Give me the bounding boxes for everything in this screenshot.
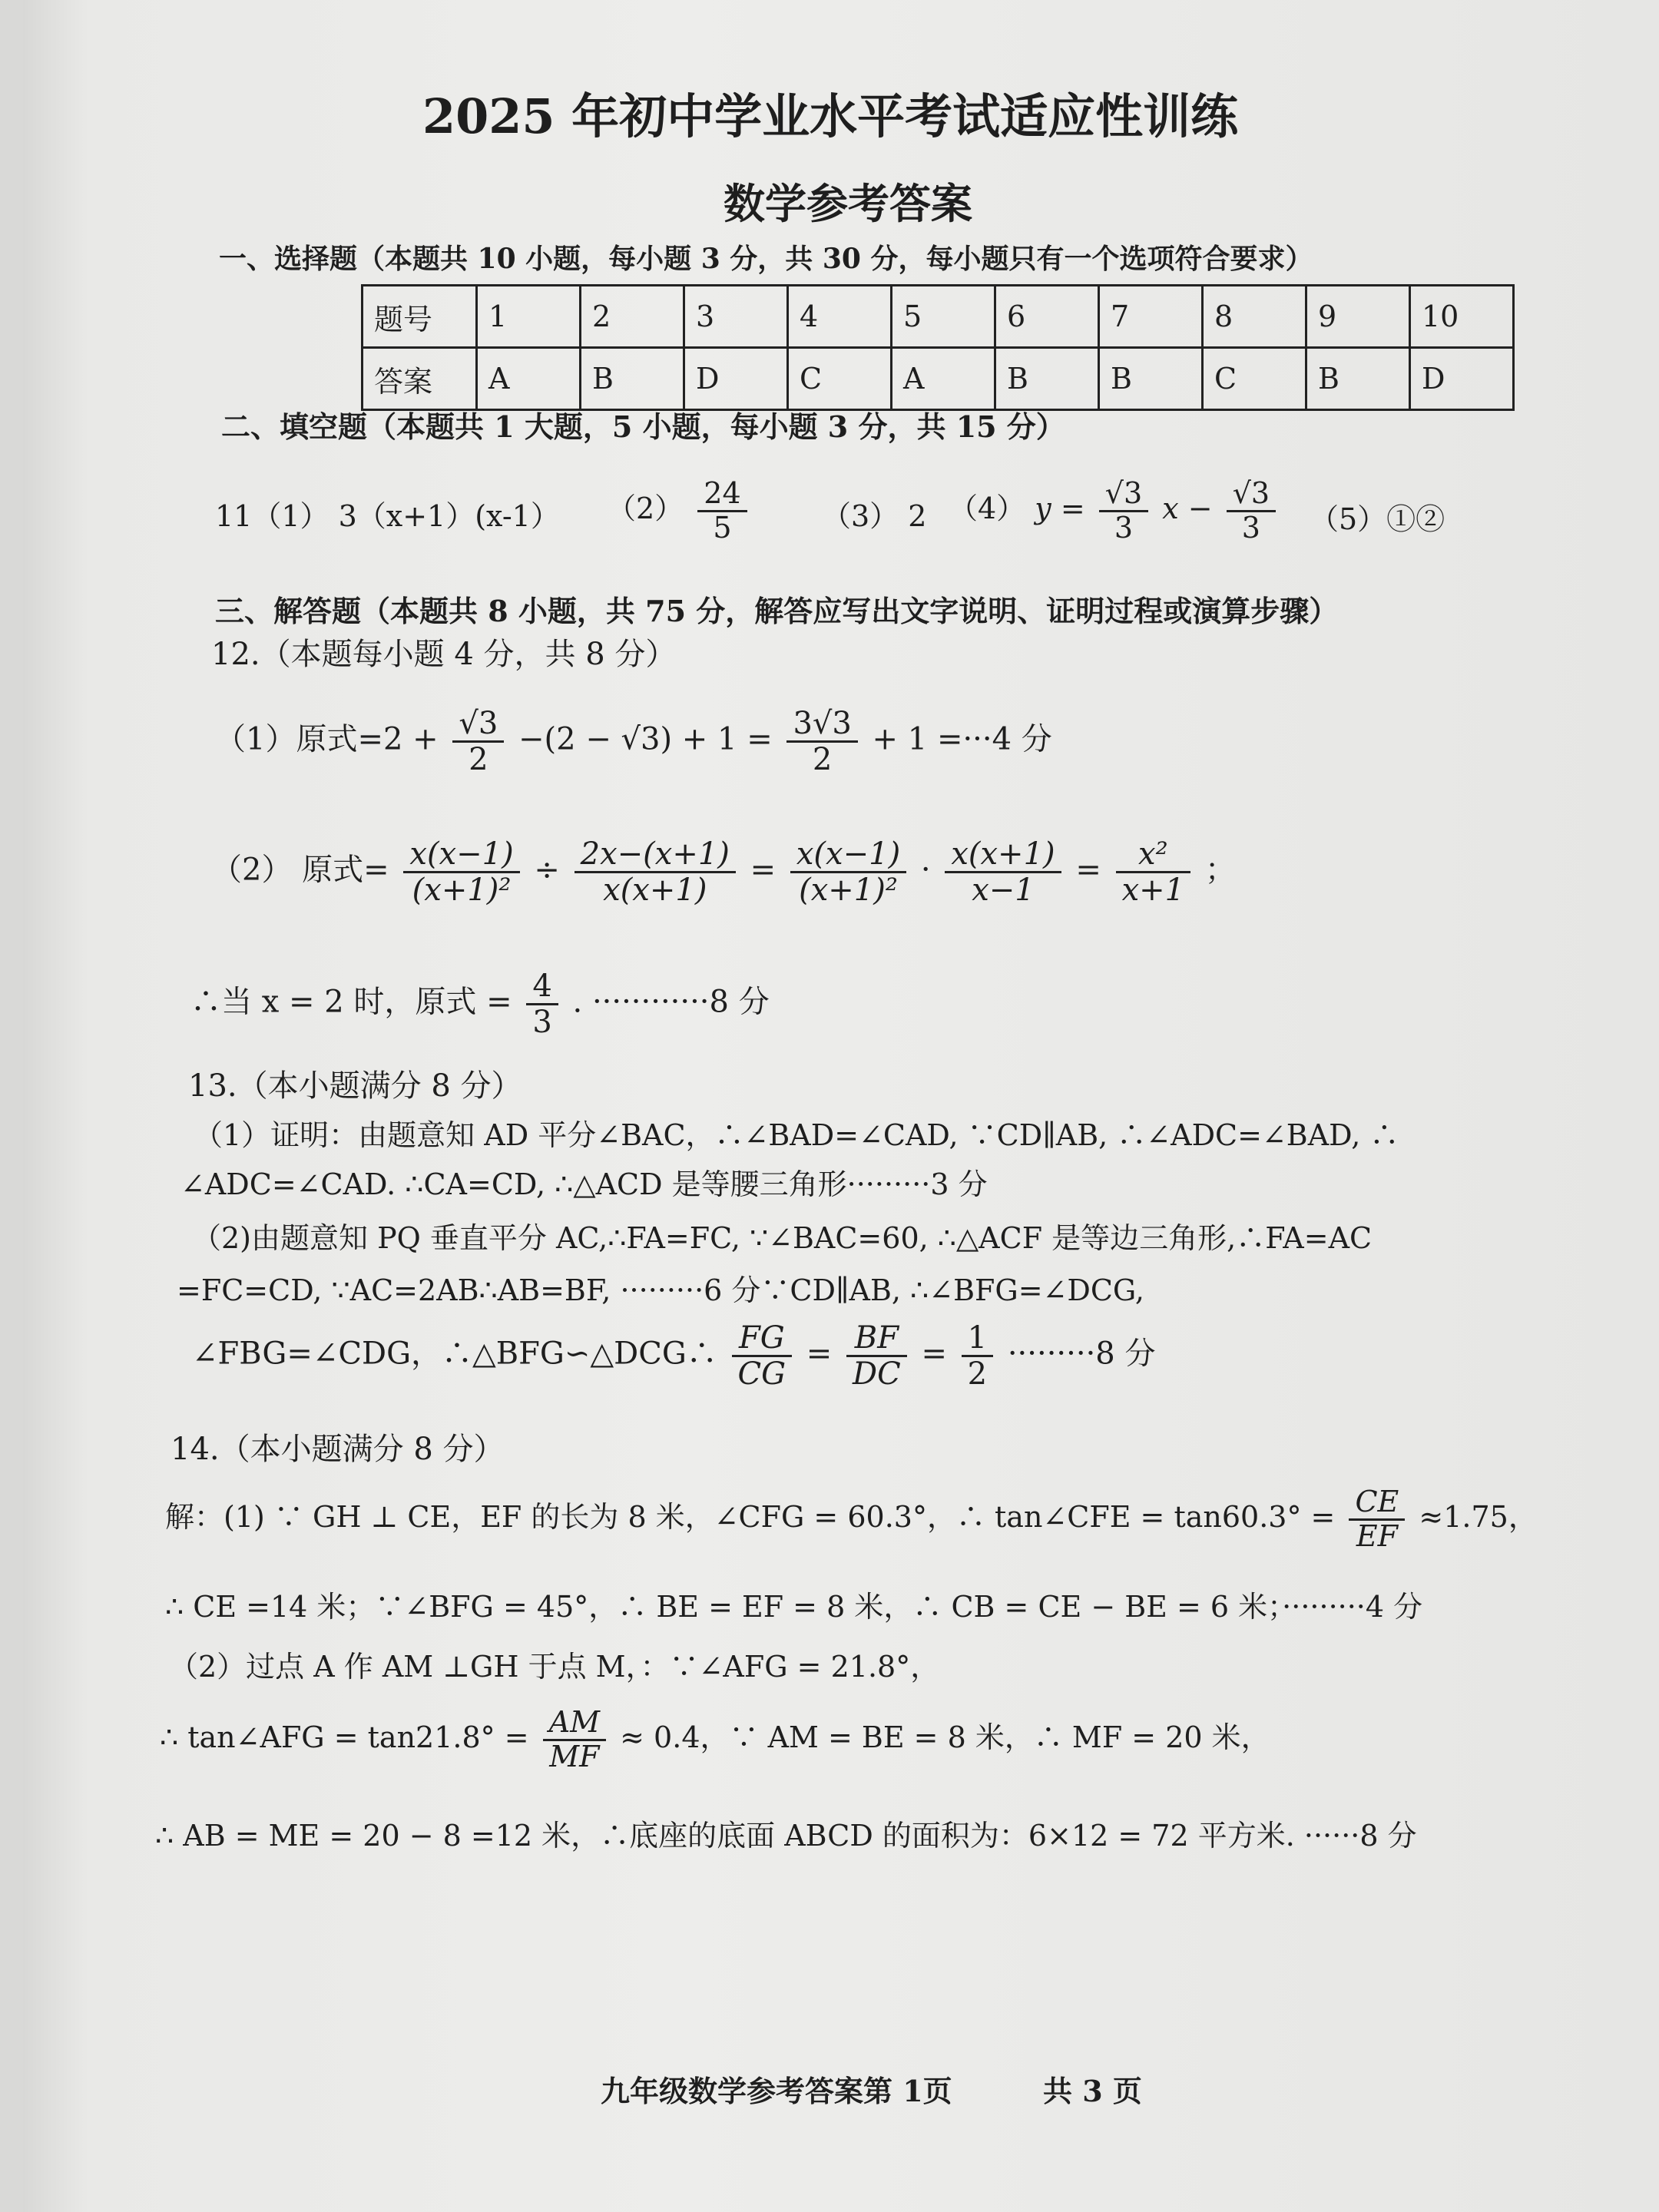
page-subtitle: 数学参考答案 — [724, 179, 972, 228]
table-cell: 4 — [788, 286, 892, 348]
fraction-numerator: 1 — [962, 1321, 993, 1357]
table-cell: B — [995, 348, 1099, 410]
fraction-numerator: 4 — [526, 969, 558, 1005]
q11-part2-fraction — [697, 478, 747, 545]
fraction-denominator: (x+1)² — [799, 873, 898, 908]
q14-line5: ∴ AB = ME = 20 − 8 =12 米，∴底座的底面 ABCD 的面积为：6×12 = 72 平方米. ······8 分 — [155, 1819, 1417, 1853]
q12-conclusion-text-b: . ············8 分 — [572, 984, 770, 1020]
q12-part1-text-a: （1）原式=2 + — [215, 721, 439, 757]
section3-heading: 三、解答题（本题共 8 小题，共 75 分，解答应写出文字说明、证明过程或演算步骤） — [215, 594, 1339, 628]
q12-part2-divide: ÷ — [534, 852, 560, 888]
q11-part2 — [607, 478, 752, 545]
table-cell: 9 — [1306, 286, 1410, 348]
q11-part1: 11（1） 3（x+1）(x-1） — [215, 499, 560, 533]
q14-line4 — [160, 1707, 1270, 1773]
q13-heading: 13.（本小题满分 8 分） — [188, 1068, 522, 1104]
fraction-numerator: x(x−1) — [403, 837, 519, 873]
fraction-numerator: 24 — [697, 478, 747, 512]
table-header-number: 题号 — [363, 286, 477, 348]
fraction-denominator: 2 — [967, 1356, 988, 1392]
fraction-numerator: 3√3 — [786, 707, 857, 743]
fraction-numerator: √3 — [1227, 478, 1276, 512]
q12-part1-text-c: + 1 =···4 分 — [872, 721, 1052, 757]
fraction-numerator: BF — [846, 1321, 907, 1357]
footer-total-label: 共 3 页 — [1043, 2074, 1142, 2108]
table-cell: B — [1306, 348, 1410, 410]
q12-part2-fraction-1 — [403, 837, 519, 907]
fraction-denominator: 2 — [812, 742, 833, 777]
q12-part2-end: ； — [1204, 852, 1236, 888]
fraction-denominator: DC — [853, 1356, 901, 1392]
q13-line5-fraction-3 — [962, 1321, 993, 1391]
q14-line2: ∴ CE =14 米；∵∠BFG = 45°，∴ BE = EF = 8 米，∴ CB = CE − BE = 6 米；·········4 分 — [165, 1590, 1423, 1624]
table-cell: 2 — [581, 286, 684, 348]
q12-part1-fraction-1 — [452, 707, 504, 777]
q11-part4 — [949, 478, 1280, 545]
table-row-numbers — [363, 286, 1514, 348]
q14-line1 — [165, 1486, 1538, 1553]
q11-part2-label: （2） — [607, 491, 684, 525]
q12-part2-fraction-5 — [1116, 837, 1191, 907]
q12-conclusion-fraction — [526, 969, 558, 1039]
q14-line1-approx: ≈1.75， — [1419, 1499, 1538, 1534]
section1-heading: 一、选择题（本题共 10 小题，每小题 3 分，共 30 分，每小题只有一个选项符合要求） — [219, 243, 1313, 275]
fraction-numerator: √3 — [1099, 478, 1148, 512]
table-cell: 1 — [477, 286, 581, 348]
q13-line5-score: ·········8 分 — [1007, 1336, 1156, 1372]
table-cell: A — [477, 348, 581, 410]
table-cell: B — [1099, 348, 1203, 410]
q13-line1: （1）证明：由题意知 AD 平分∠BAC，∴∠BAD=∠CAD, ∵CD∥AB, ∴∠ADC=∠BAD, ∴ — [194, 1118, 1399, 1152]
q11-part4-fraction-2 — [1227, 478, 1276, 545]
fraction-denominator: x(x+1) — [603, 873, 707, 908]
table-cell: 7 — [1099, 286, 1203, 348]
fraction-denominator: 3 — [1114, 510, 1134, 545]
fraction-numerator: √3 — [452, 707, 504, 743]
footer-page-label: 九年级数学参考答案第 1页 — [601, 2074, 952, 2108]
q13-line4: =FC=CD, ∵AC=2AB∴AB=BF, ·········6 分∵CD∥AB, ∴∠BFG=∠DCG, — [177, 1273, 1145, 1307]
table-cell: 3 — [684, 286, 788, 348]
q13-line3: （2)由题意知 PQ 垂直平分 AC,∴FA=FC, ∵∠BAC=60, ∴△ACF 是等边三角形,∴FA=AC — [192, 1221, 1373, 1255]
q12-part2-fraction-2 — [575, 837, 736, 907]
q12-part1-fraction-2 — [786, 707, 857, 777]
q14-line1-text: 解：(1) ∵ GH ⊥ CE，EF 的长为 8 米，∠CFG = 60.3°，∴ tan∠CFE = tan60.3° = — [165, 1499, 1336, 1534]
table-cell: 5 — [892, 286, 995, 348]
q12-part2-equals-2: = — [1075, 852, 1101, 888]
q12-conclusion-text-a: ∴当 x = 2 时，原式 = — [190, 984, 512, 1020]
fraction-numerator: AM — [543, 1707, 606, 1741]
q11-part4-x: x − — [1162, 491, 1213, 525]
page-title: 2025 年初中学业水平考试适应性训练 — [422, 88, 1239, 144]
table-cell: C — [1203, 348, 1306, 410]
q12-part1-text-b: −(2 − √3) + 1 = — [518, 721, 773, 757]
q11-part3: （3） 2 — [822, 499, 927, 533]
q14-heading: 14.（本小题满分 8 分） — [171, 1432, 505, 1467]
q11-part4-label: （4） — [949, 491, 1026, 525]
q13-line5-fraction-2 — [846, 1321, 907, 1391]
q12-part2-fraction-4 — [945, 837, 1061, 907]
table-cell: B — [581, 348, 684, 410]
q12-part2-fraction-3 — [790, 837, 906, 907]
q12-part2-dot: · — [920, 852, 931, 888]
fraction-denominator: 5 — [713, 510, 732, 545]
table-cell: 8 — [1203, 286, 1306, 348]
q12-part1 — [215, 707, 1052, 777]
q11-part4-y: y = — [1035, 491, 1085, 525]
q13-equals-1: = — [806, 1336, 833, 1372]
fraction-denominator: EF — [1356, 1518, 1398, 1553]
fraction-numerator: x(x−1) — [790, 837, 906, 873]
fraction-denominator: x−1 — [972, 873, 1035, 908]
fraction-numerator: x(x+1) — [945, 837, 1061, 873]
q13-line5-fraction-1 — [732, 1321, 793, 1391]
fraction-numerator: FG — [732, 1321, 793, 1357]
q12-heading: 12.（本题每小题 4 分，共 8 分） — [211, 637, 677, 672]
q14-line3: （2）过点 A 作 AM ⊥GH 于点 M，：∵∠AFG = 21.8°， — [169, 1650, 940, 1684]
fraction-numerator: CE — [1349, 1486, 1405, 1521]
q13-line5 — [192, 1321, 1155, 1391]
q14-line1-fraction — [1349, 1486, 1405, 1553]
fraction-denominator: 2 — [469, 742, 488, 777]
q12-part2-text-a: （2） 原式= — [211, 852, 389, 888]
q12-part2 — [211, 837, 1236, 907]
fraction-numerator: 2x−(x+1) — [575, 837, 736, 873]
fraction-denominator: 3 — [532, 1005, 552, 1040]
q14-line4-fraction — [543, 1707, 606, 1773]
q12-part2-equals: = — [750, 852, 777, 888]
table-header-answer: 答案 — [363, 348, 477, 410]
answer-table — [361, 284, 1515, 411]
answer-sheet-page — [23, 0, 1659, 2212]
table-cell: C — [788, 348, 892, 410]
q13-equals-2: = — [921, 1336, 947, 1372]
fraction-denominator: 3 — [1241, 510, 1260, 545]
q12-conclusion — [190, 969, 770, 1039]
q14-line4-text: ∴ tan∠AFG = tan21.8° = — [160, 1720, 529, 1754]
q14-line4-tail: ≈ 0.4，∵ AM = BE = 8 米，∴ MF = 20 米， — [620, 1720, 1270, 1754]
fraction-denominator: CG — [737, 1356, 786, 1392]
q11-part5: （5）①② — [1310, 502, 1445, 536]
table-row-answers — [363, 348, 1514, 410]
fraction-denominator: MF — [549, 1739, 600, 1773]
fraction-numerator: x² — [1116, 837, 1191, 873]
table-cell: 6 — [995, 286, 1099, 348]
fraction-denominator: x+1 — [1121, 873, 1185, 908]
q13-line2: ∠ADC=∠CAD. ∴CA=CD, ∴△ACD 是等腰三角形·········3 分 — [180, 1167, 988, 1201]
table-cell: D — [1410, 348, 1514, 410]
table-cell: D — [684, 348, 788, 410]
table-cell: A — [892, 348, 995, 410]
q13-line5-text: ∠FBG=∠CDG，∴△BFG∽△DCG∴ — [192, 1336, 717, 1372]
fraction-denominator: (x+1)² — [412, 873, 512, 908]
table-cell: 10 — [1410, 286, 1514, 348]
section2-heading: 二、填空题（本题共 1 大题，5 小题，每小题 3 分，共 15 分） — [221, 409, 1065, 444]
q11-part4-fraction-1 — [1099, 478, 1148, 545]
